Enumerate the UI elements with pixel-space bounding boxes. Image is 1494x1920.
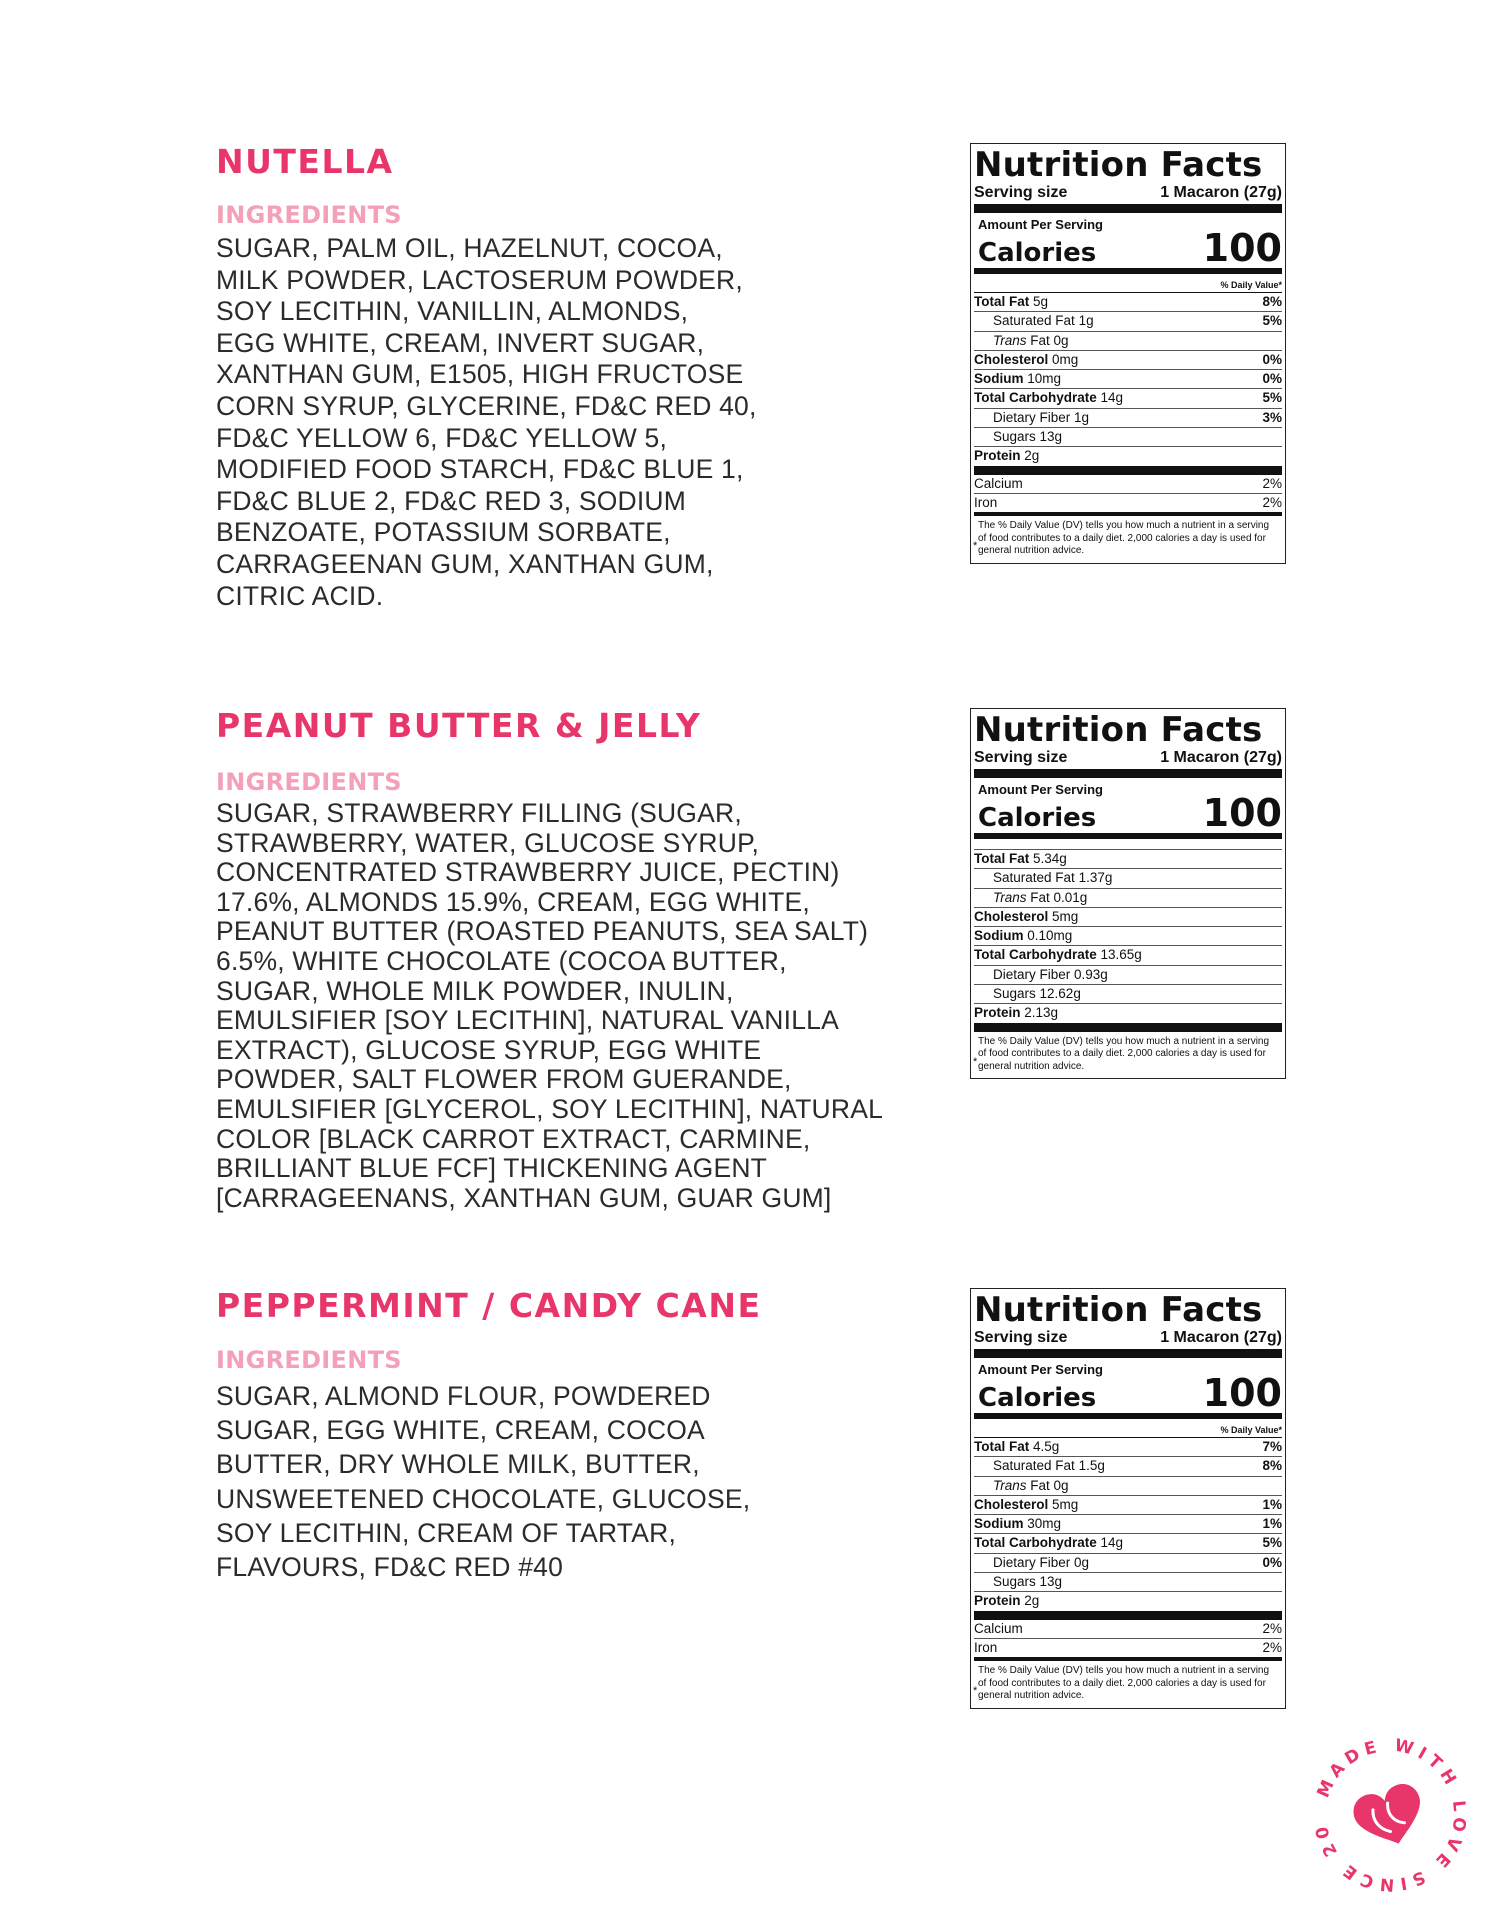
nutrient-name: Trans — [993, 889, 1027, 905]
daily-value-footnote — [974, 516, 1282, 563]
nutrient-amount: 5.34g — [1029, 851, 1067, 866]
serving-size-row — [974, 183, 1282, 213]
nutrient-name: Dietary Fiber — [993, 966, 1071, 982]
nutrient-amount: 30mg — [1023, 1516, 1062, 1532]
nutrient-row-sugars — [974, 985, 1282, 1004]
nutrient-name: Sodium — [974, 1516, 1024, 1532]
ingredients-text: SUGAR, PALM OIL, HAZELNUT, COCOA, MILK POWDER, LACTOSERUM POWDER, SOY LECITHIN, VANILLIN, ALMONDS, EGG WHITE, CREAM, INVERT SUGAR, XANTHAN GUM, E1505, HIGH FRUCTOSE CORN SYRUP, GLYCERINE, FD&C RED 40, FD&C YELLOW 6, FD&C YELLOW 5, MODIFIED FOOD STARCH, FD&C BLUE 1, FD&C BLUE 2, FD&C RED 3, SODIUM BENZOATE, POTASSIUM SORBATE, CARRAGEENAN GUM, XANTHAN GUM, CITRIC ACID. — [216, 233, 757, 611]
nutrient-dv: 8% — [1262, 294, 1282, 309]
nutrient-dv: 8% — [1262, 1458, 1282, 1474]
serving-size-row — [974, 748, 1282, 778]
ingredients-text: SUGAR, ALMOND FLOUR, POWDERED SUGAR, EGG WHITE, CREAM, COCOA BUTTER, DRY WHOLE MILK, BUTTER, UNSWEETENED CHOCOLATE, GLUCOSE, SOY LECITHIN, CREAM OF TARTAR, FLAVOURS, FD&C RED #40 — [216, 1381, 751, 1583]
nutrient-name: Sugars — [993, 986, 1036, 1002]
amount-per-serving: Amount Per Serving — [978, 782, 1103, 797]
nutrition-facts-panel — [970, 1288, 1286, 1709]
nutrient-name: Cholesterol — [974, 908, 1049, 924]
nutrient-name: Total Carbohydrate — [974, 947, 1097, 963]
calories-row — [974, 226, 1282, 274]
mineral-name: Iron — [974, 1639, 998, 1655]
calories-label: Calories — [978, 803, 1097, 833]
daily-value-footnote — [974, 1032, 1282, 1079]
calories-label: Calories — [978, 238, 1097, 268]
nutrient-row-cholesterol — [974, 1496, 1282, 1515]
footnote-text: The % Daily Value (DV) tells you how much a nutrient in a serving of food contributes to a daily diet. 2,000 calories a day is used for general nutrition advice. — [978, 1665, 1270, 1702]
mineral-dv: 2% — [1262, 1639, 1282, 1655]
product-title: NUTELLA — [216, 142, 394, 181]
nutrient-amount: 0.93g — [1070, 966, 1108, 982]
nutrient-name: Dietary Fiber — [993, 409, 1071, 425]
nutrient-amount: 2.13g — [1020, 1005, 1059, 1021]
nutrient-dv: 3% — [1262, 409, 1282, 425]
nutrient-amount: 1.37g — [1074, 870, 1113, 886]
nutrient-amount: 14g — [1096, 1535, 1124, 1551]
footnote-asterisk: * — [973, 1685, 978, 1698]
nutrient-amount: 13g — [1035, 1574, 1063, 1590]
nutrient-name: Sugars — [993, 429, 1036, 445]
nutrient-name: Protein — [974, 448, 1021, 464]
mineral-row-iron — [974, 1639, 1282, 1661]
nutrient-row-sodium — [974, 370, 1282, 389]
serving-size-row — [974, 1328, 1282, 1358]
nutrient-name: Trans — [993, 332, 1027, 348]
product-title: PEPPERMINT / CANDY CANE — [216, 1286, 762, 1325]
nutrient-amount: 0.10mg — [1023, 928, 1073, 944]
product-title: PEANUT BUTTER & JELLY — [216, 706, 702, 745]
nutrient-row-cholesterol — [974, 351, 1282, 370]
nutrient-row-total-fat — [974, 1438, 1282, 1457]
nutrient-dv: 5% — [1262, 390, 1282, 406]
footnote-text: The % Daily Value (DV) tells you how much a nutrient in a serving of food contributes to a daily diet. 2,000 calories a day is used for general nutrition advice. — [978, 520, 1270, 557]
nutrient-name: Dietary Fiber — [993, 1554, 1071, 1570]
nutrient-dv: 0% — [1262, 1554, 1282, 1570]
footnote-asterisk: * — [973, 1055, 978, 1068]
footnote-asterisk: * — [973, 540, 978, 553]
nutrient-amount: 5g — [1029, 294, 1049, 309]
calories-row — [974, 1371, 1282, 1419]
nutrient-name: Sodium — [974, 928, 1024, 944]
mineral-name: Calcium — [974, 475, 1023, 491]
mineral-row-calcium — [974, 1620, 1282, 1639]
ingredients-label: INGREDIENTS — [216, 768, 402, 796]
mineral-dv: 2% — [1262, 1620, 1282, 1636]
footnote-text: The % Daily Value (DV) tells you how much a nutrient in a serving of food contributes to a daily diet. 2,000 calories a day is used for general nutrition advice. — [978, 1035, 1270, 1072]
nutrient-name: Total Carbohydrate — [974, 390, 1097, 406]
nutrient-row-trans-fat — [974, 1477, 1282, 1496]
daily-value-header: % Daily Value* — [974, 1419, 1282, 1438]
nutrient-amount: 5mg — [1048, 908, 1079, 924]
nutrient-amount: 0mg — [1048, 351, 1079, 367]
nutrient-row-total-carbohydrate — [974, 389, 1282, 408]
nutrient-row-trans-fat — [974, 889, 1282, 908]
nutrient-row-trans-fat — [974, 332, 1282, 351]
nutrient-amount: 5mg — [1048, 1496, 1079, 1512]
nutrient-amount: Fat 0g — [1026, 1477, 1069, 1493]
nutrient-dv: 5% — [1262, 1535, 1282, 1551]
nutrient-row-total-fat — [974, 850, 1282, 869]
nutrient-amount: 13.65g — [1096, 947, 1142, 963]
nutrient-name: Total Fat — [974, 851, 1030, 866]
amount-per-serving: Amount Per Serving — [978, 1362, 1103, 1377]
amount-per-serving: Amount Per Serving — [978, 217, 1103, 232]
nutrient-dv: 5% — [1262, 313, 1282, 329]
ingredients-label: INGREDIENTS — [216, 1346, 402, 1374]
nutrition-facts-title: Nutrition Facts — [974, 145, 1263, 185]
nutrient-amount: 10mg — [1023, 371, 1062, 387]
nutrient-amount: Fat 0.01g — [1026, 889, 1088, 905]
serving-size-value: 1 Macaron (27g) — [1160, 749, 1282, 766]
nutrient-row-saturated-fat — [974, 312, 1282, 331]
nutrient-row-total-fat — [974, 293, 1282, 312]
nutrient-dv: 0% — [1262, 351, 1282, 367]
nutrient-name: Cholesterol — [974, 1496, 1049, 1512]
nutrition-facts-panel — [970, 708, 1286, 1079]
mineral-row-iron — [974, 494, 1282, 516]
nutrient-amount: 0g — [1070, 1554, 1090, 1570]
nutrient-dv: 1% — [1262, 1516, 1282, 1532]
nutrient-row-total-carbohydrate — [974, 946, 1282, 965]
serving-size-value: 1 Macaron (27g) — [1160, 184, 1282, 201]
nutrient-name: Total Carbohydrate — [974, 1535, 1097, 1551]
nutrient-name: Sodium — [974, 371, 1024, 387]
mineral-dv: 2% — [1262, 475, 1282, 491]
nutrient-name: Protein — [974, 1593, 1021, 1609]
nutrient-name: Cholesterol — [974, 351, 1049, 367]
nutrient-name: Trans — [993, 1477, 1027, 1493]
mineral-dv: 2% — [1262, 494, 1282, 510]
nutrient-name: Saturated Fat — [993, 313, 1075, 329]
nutrient-amount: 4.5g — [1029, 1439, 1060, 1454]
nutrient-row-protein — [974, 1592, 1282, 1619]
nutrient-row-dietary-fiber — [974, 966, 1282, 985]
serving-size-label: Serving size — [974, 1329, 1068, 1346]
nutrient-name: Total Fat — [974, 294, 1030, 309]
serving-size-label: Serving size — [974, 749, 1068, 766]
nutrient-name: Saturated Fat — [993, 870, 1075, 886]
made-with-love-badge — [1300, 1725, 1480, 1905]
serving-size-value: 1 Macaron (27g) — [1160, 1329, 1282, 1346]
nutrient-dv: 0% — [1262, 371, 1282, 387]
calories-value: 100 — [1202, 791, 1282, 835]
nutrient-dv: 1% — [1262, 1496, 1282, 1512]
nutrient-amount: 1g — [1070, 409, 1090, 425]
nutrient-amount: Fat 0g — [1026, 332, 1069, 348]
nutrient-row-protein — [974, 447, 1282, 474]
calories-label: Calories — [978, 1383, 1097, 1413]
daily-value-header: % Daily Value* — [974, 274, 1282, 293]
mineral-name: Iron — [974, 494, 998, 510]
daily-value-spacer — [974, 839, 1282, 850]
daily-value-footnote — [974, 1661, 1282, 1708]
nutrient-amount: 12.62g — [1035, 986, 1081, 1002]
nutrient-name: Sugars — [993, 1574, 1036, 1590]
nutrient-amount: 14g — [1096, 390, 1124, 406]
nutrient-row-saturated-fat — [974, 1457, 1282, 1476]
nutrient-name: Saturated Fat — [993, 1458, 1075, 1474]
calories-row — [974, 791, 1282, 839]
nutrient-amount: 2g — [1020, 1593, 1040, 1609]
calories-value: 100 — [1202, 1371, 1282, 1415]
mineral-name: Calcium — [974, 1620, 1023, 1636]
badge-svg — [1300, 1725, 1480, 1905]
ingredients-label: INGREDIENTS — [216, 201, 402, 229]
nutrient-amount: 1g — [1074, 313, 1094, 329]
nutrition-facts-title: Nutrition Facts — [974, 1290, 1263, 1330]
nutrient-row-dietary-fiber — [974, 1554, 1282, 1573]
nutrient-amount: 2g — [1020, 448, 1040, 464]
nutrient-row-protein — [974, 1004, 1282, 1031]
nutrient-row-dietary-fiber — [974, 409, 1282, 428]
nutrient-amount: 13g — [1035, 429, 1063, 445]
nutrient-amount: 1.5g — [1074, 1458, 1105, 1474]
nutrient-dv: 7% — [1262, 1439, 1282, 1454]
nutrient-name: Total Fat — [974, 1439, 1030, 1454]
nutrient-row-sodium — [974, 927, 1282, 946]
nutrition-facts-panel — [970, 143, 1286, 564]
nutrition-facts-title: Nutrition Facts — [974, 710, 1263, 750]
serving-size-label: Serving size — [974, 184, 1068, 201]
ingredients-text: SUGAR, STRAWBERRY FILLING (SUGAR, STRAWBERRY, WATER, GLUCOSE SYRUP, CONCENTRATED STRAWBERRY JUICE, PECTIN) 17.6%, ALMONDS 15.9%, CREAM, EGG WHITE, PEANUT BUTTER (ROASTED PEANUTS, SEA SALT) 6.5%, WHITE CHOCOLATE (COCOA BUTTER, SUGAR, WHOLE MILK POWDER, INULIN, EMULSIFIER [SOY LECITHIN], NATURAL VANILLA EXTRACT), GLUCOSE SYRUP, EGG WHITE POWDER, SALT FLOWER FROM GUERANDE, EMULSIFIER [GLYCEROL, SOY LECITHIN], NATURAL COLOR [BLACK CARROT EXTRACT, CARMINE, BRILLIANT BLUE FCF] THICKENING AGENT [CARRAGEENANS, XANTHAN GUM, GUAR GUM] — [216, 798, 884, 1213]
calories-value: 100 — [1202, 226, 1282, 270]
nutrient-row-sugars — [974, 1573, 1282, 1592]
nutrient-row-sodium — [974, 1515, 1282, 1534]
nutrient-row-cholesterol — [974, 908, 1282, 927]
nutrient-name: Protein — [974, 1005, 1021, 1021]
nutrient-row-sugars — [974, 428, 1282, 447]
heart-icon — [1349, 1780, 1431, 1855]
nutrient-row-saturated-fat — [974, 869, 1282, 888]
mineral-row-calcium — [974, 475, 1282, 494]
badge-text-path: MADE WITH LOVE SINCE 20 — [1311, 1735, 1470, 1895]
nutrient-row-total-carbohydrate — [974, 1534, 1282, 1553]
